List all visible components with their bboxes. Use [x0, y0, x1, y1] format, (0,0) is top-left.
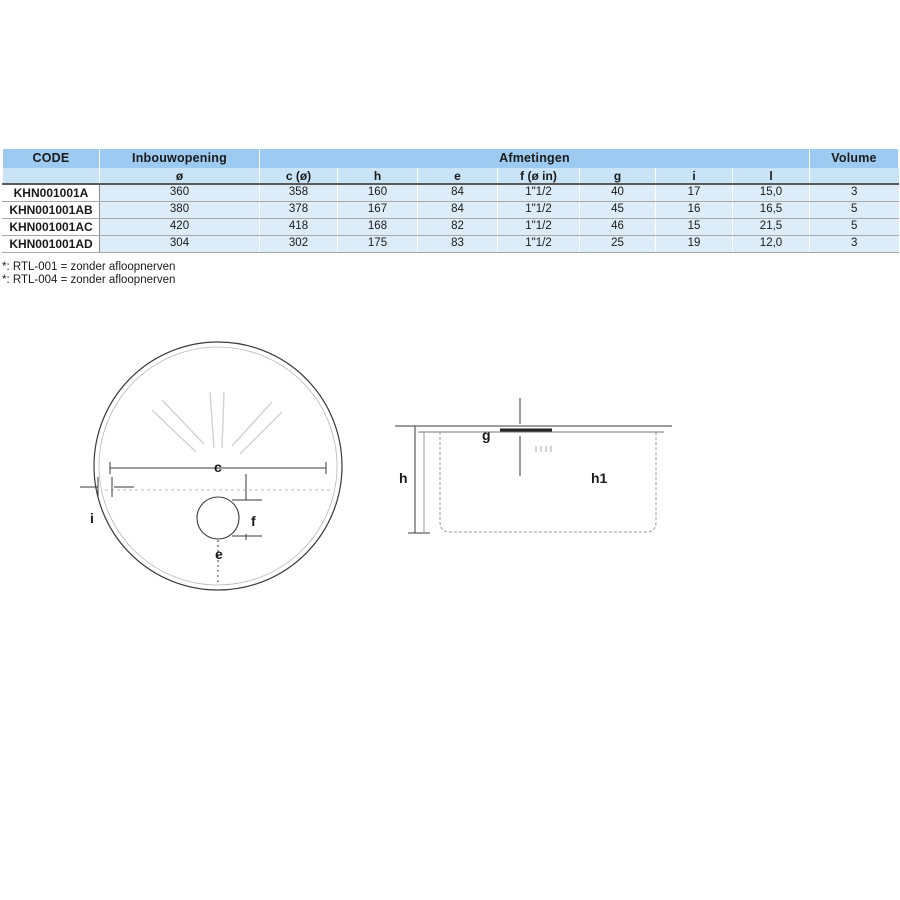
subheader-e: e: [418, 168, 498, 184]
product-code: KHN001001AD: [3, 236, 100, 253]
product-code: KHN001001A: [3, 184, 100, 202]
cell-i: 19: [656, 236, 733, 253]
dimension-h: [408, 426, 430, 533]
cell-g: 40: [580, 184, 656, 202]
subheader-i: i: [656, 168, 733, 184]
cell-g: 25: [580, 236, 656, 253]
subheader-c: c (ø): [260, 168, 338, 184]
product-code: KHN001001AB: [3, 202, 100, 219]
subheader-diameter: ø: [100, 168, 260, 184]
header-inbouwopening: Inbouwopening: [100, 149, 260, 168]
label-i: i: [90, 510, 94, 526]
cell-volume: 15,0: [733, 184, 810, 202]
cell-f: 1"1/2: [498, 219, 580, 236]
cell-st-doos: 3: [810, 236, 899, 253]
label-g: g: [482, 427, 491, 443]
cell-h: 160: [338, 184, 418, 202]
cell-inbouwopening: 380: [100, 202, 260, 219]
label-h: h: [399, 470, 408, 486]
drain-ribs: [152, 392, 282, 454]
side-view: [395, 398, 672, 533]
cell-c: 358: [260, 184, 338, 202]
cell-inbouwopening: 420: [100, 219, 260, 236]
header-afmetingen: Afmetingen: [260, 149, 810, 168]
cell-h: 167: [338, 202, 418, 219]
footnote-rtl-001: *: RTL-001 = zonder afloopnerven: [2, 261, 176, 273]
cell-st-doos: 5: [810, 219, 899, 236]
subheader-g: g: [580, 168, 656, 184]
cell-f: 1"1/2: [498, 184, 580, 202]
cell-i: 17: [656, 184, 733, 202]
drain-hole: [197, 497, 239, 539]
footnote-rtl-004: *: RTL-004 = zonder afloopnerven: [2, 274, 176, 286]
header-volume: Volume: [810, 149, 899, 168]
subheader-l: l: [733, 168, 810, 184]
cell-e: 84: [418, 184, 498, 202]
cell-c: 302: [260, 236, 338, 253]
cell-f: 1"1/2: [498, 236, 580, 253]
cell-g: 46: [580, 219, 656, 236]
cell-volume: 12,0: [733, 236, 810, 253]
label-c: c: [214, 459, 222, 475]
cell-st-doos: 3: [810, 184, 899, 202]
cell-volume: 16,5: [733, 202, 810, 219]
cell-e: 82: [418, 219, 498, 236]
cell-g: 45: [580, 202, 656, 219]
label-f: f: [251, 513, 256, 529]
cell-volume: 21,5: [733, 219, 810, 236]
cell-inbouwopening: 304: [100, 236, 260, 253]
cell-inbouwopening: 360: [100, 184, 260, 202]
label-h1: h1: [591, 470, 608, 486]
cell-f: 1"1/2: [498, 202, 580, 219]
header-code: CODE: [3, 149, 100, 168]
dimension-i: [80, 477, 134, 497]
cell-i: 15: [656, 219, 733, 236]
top-view: [80, 342, 342, 590]
cell-st-doos: 5: [810, 202, 899, 219]
subheader-f: f (ø in): [498, 168, 580, 184]
label-e: e: [215, 546, 223, 562]
basin-profile: [440, 432, 656, 532]
overflow-slots: [536, 446, 551, 452]
product-code: KHN001001AC: [3, 219, 100, 236]
cell-h: 168: [338, 219, 418, 236]
cell-c: 378: [260, 202, 338, 219]
cell-i: 16: [656, 202, 733, 219]
cell-e: 84: [418, 202, 498, 219]
cell-h: 175: [338, 236, 418, 253]
cell-e: 83: [418, 236, 498, 253]
subheader-h: h: [338, 168, 418, 184]
cell-c: 418: [260, 219, 338, 236]
